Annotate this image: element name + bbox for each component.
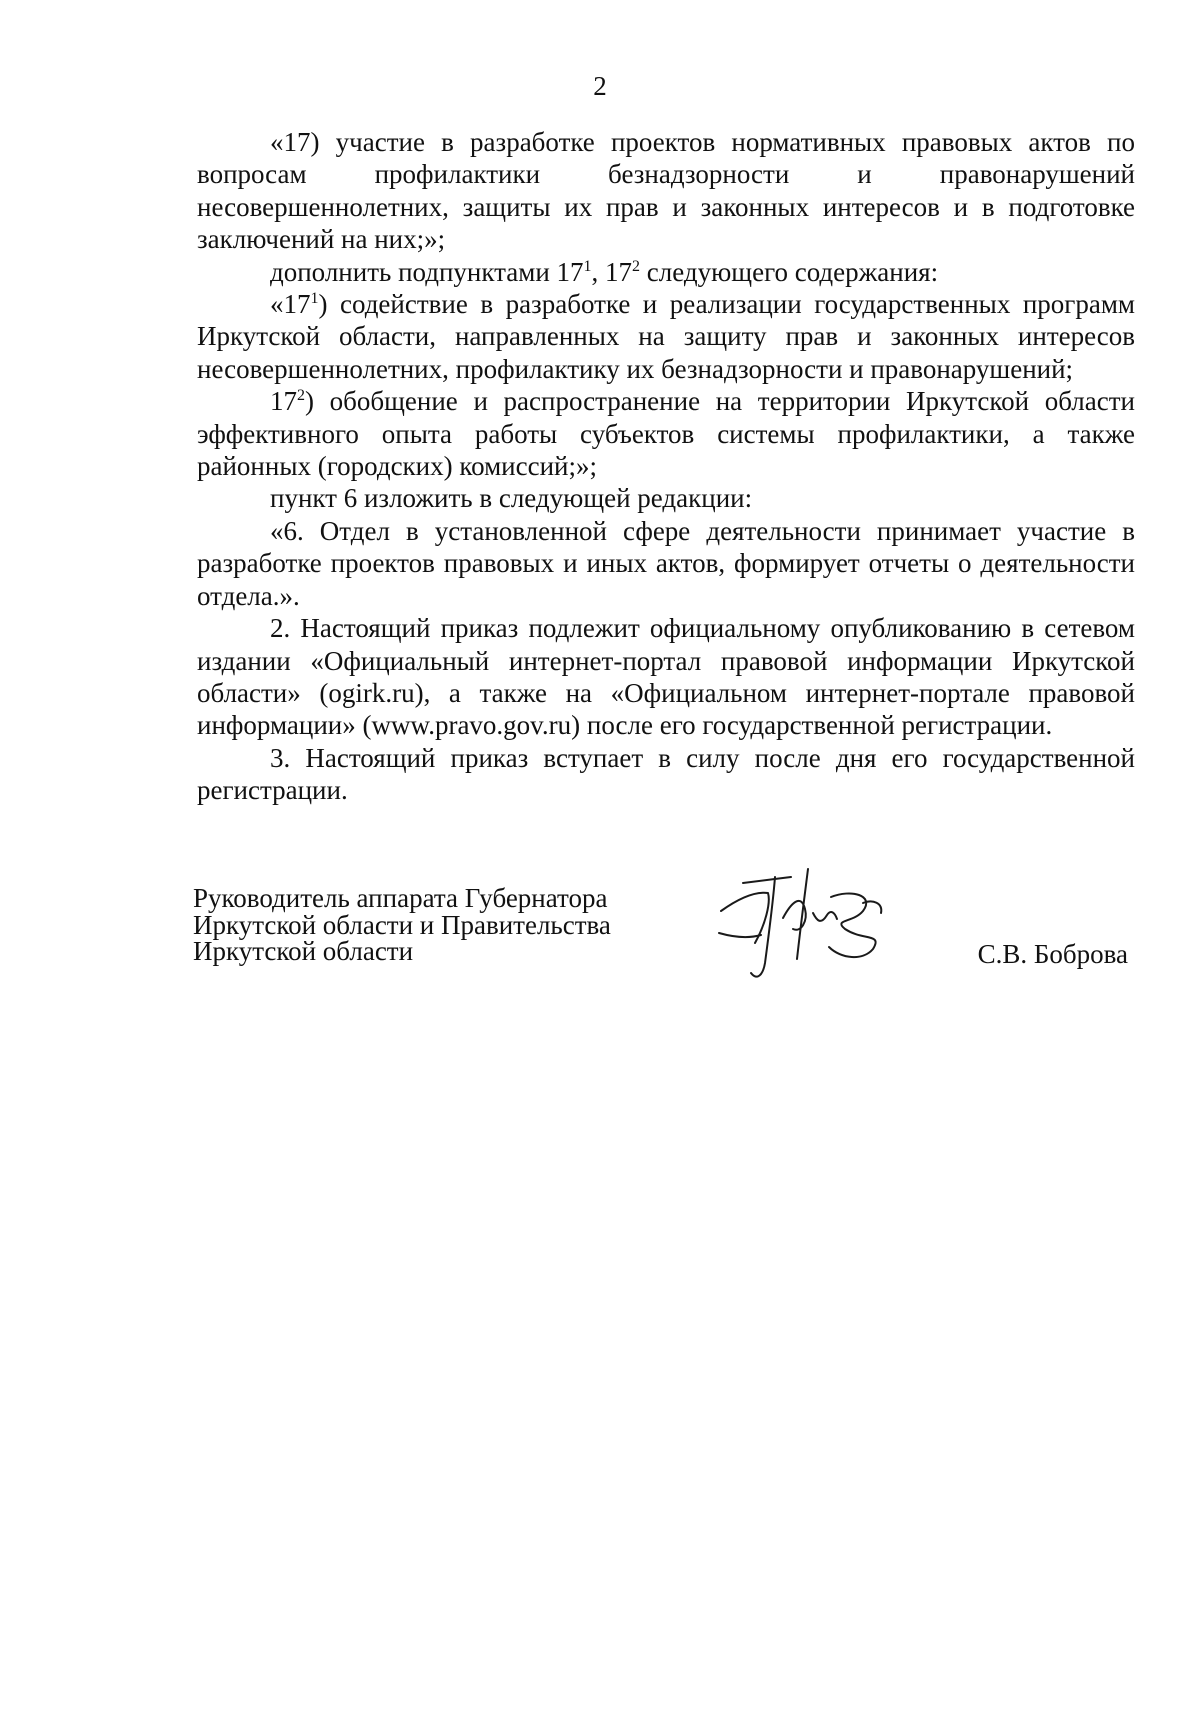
text-segment: «6. Отдел в установленной сфере деятельности принимает участие в разработке проектов правовых и иных актов, формирует отчеты о деятельности отдела.».: [197, 515, 1135, 611]
paragraph: [197, 742, 1135, 807]
signer-position: [193, 885, 611, 965]
document-body: [197, 126, 1135, 807]
signer-position-line: Иркутской области: [193, 936, 414, 966]
text-segment: 2. Настоящий приказ подлежит официальному опубликованию в сетевом издании «Официальный интернет-портал правовой информации Иркутской области» (ogirk.ru), а также на «Официальном интернет-портале правовой информации» (www.pravo.gov.ru) после его государственной регистрации.: [197, 613, 1135, 741]
signer-position-line: Иркутской области и Правительства: [193, 909, 611, 940]
text-segment: «17) участие в разработке проектов нормативных правовых актов по вопросам профилактики безнадзорности и правонарушений несовершеннолетних, защиты их прав и законных интересов и в подготовке заключений на них;»;: [197, 127, 1135, 255]
text-segment: пункт 6 изложить в следующей редакции:: [270, 483, 753, 514]
text-segment: ) обобщение и распространение на территории Иркутской области эффективного опыта работы субъектов системы профилактики, а также районных (городских) комиссий;»;: [197, 386, 1135, 482]
superscript: 1: [583, 257, 592, 275]
text-segment: дополнить подпунктами 17: [270, 256, 584, 287]
signature-block: [193, 885, 1143, 995]
paragraph: [197, 256, 1135, 288]
paragraph: [197, 515, 1135, 612]
text-segment: 17: [270, 386, 297, 417]
paragraph: [197, 482, 1135, 514]
superscript: 2: [632, 257, 641, 275]
superscript: 2: [297, 387, 305, 405]
text-segment: ) содействие в разработке и реализации государственных программ Иркутской области, направленных на защиту прав и законных интересов несовершеннолетних, профилактику их безнадзорности и правонарушений;: [197, 289, 1135, 384]
text-segment: 3. Настоящий приказ вступает в силу после дня его государственной регистрации.: [197, 742, 1135, 806]
text-segment: , 17: [591, 256, 633, 287]
text-segment: «17: [270, 289, 311, 320]
handwritten-signature: [713, 863, 888, 983]
signer-name: С.В. Боброва: [977, 939, 1128, 969]
page-number: 2: [593, 71, 607, 101]
text-segment: следующего содержания:: [640, 256, 939, 287]
paragraph: [197, 288, 1135, 385]
paragraph: [197, 385, 1135, 482]
superscript: 1: [310, 290, 319, 308]
paragraph: [197, 612, 1135, 742]
signer-position-line: Руководитель аппарата Губернатора: [193, 883, 608, 913]
paragraph: [197, 126, 1135, 256]
